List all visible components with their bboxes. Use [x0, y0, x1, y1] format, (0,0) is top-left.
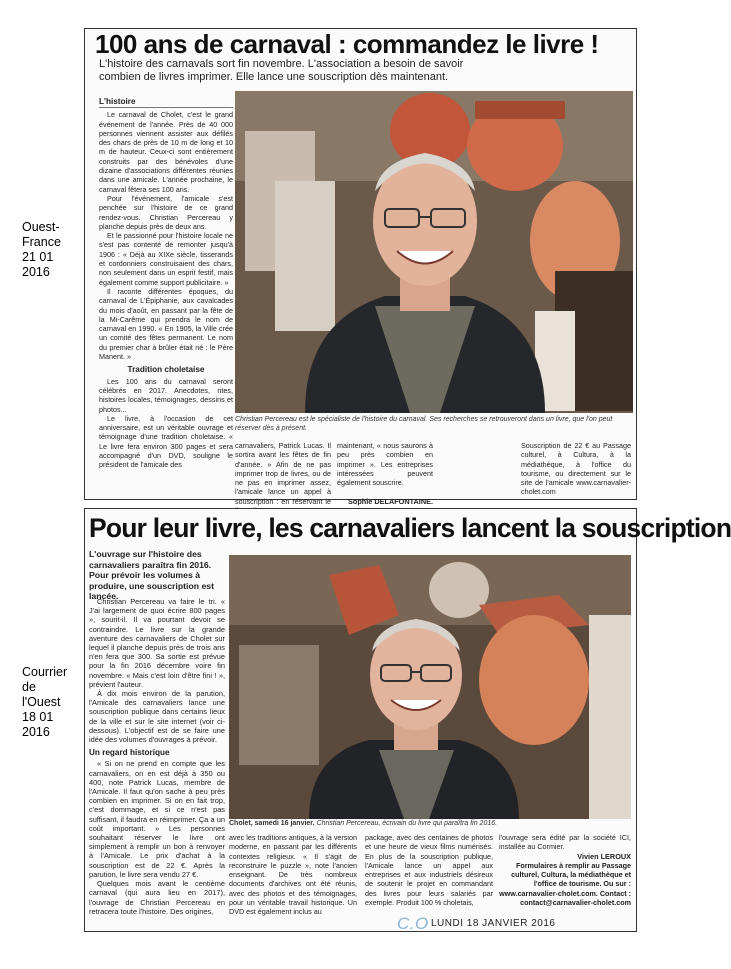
article1-paragraph: Pour l'événement, l'amicale s'est penchée sur l'histoire de ce grand rendez-vous. Christian Percereau y planche depuis près de deux ans. — [99, 193, 233, 231]
article2-column-2 — [229, 833, 357, 917]
article2-column-3 — [365, 833, 493, 909]
article2-paragraph: Christian Percereau va faire le tri. « J'ai largement de quoi écrire 800 pages », sourit-il. Il va pourtant devoir se contraindre. Le livre sur la grande aventure des carnavaliers de Cholet sur lequel il planche depuis près de trois ans n'en fera que 300. Sa sortie est prévue pour la fin 2016 décembre voire fin novembre. « Mais c'est loin d'être fini ! », prévient l'auteur. — [89, 597, 225, 689]
newspaper-logo: C.O — [397, 914, 429, 933]
article1-info-box — [521, 441, 631, 496]
article2-author: Vivien LEROUX — [577, 851, 631, 861]
ouest-france-clipping — [84, 28, 637, 507]
article2-photo — [229, 555, 631, 819]
article2-info-box: Formulaires à remplir au Passage culturel, Cultura, la médiathèque et l'office de tourisme. Ou sur : www.carnavalier-cholet.com. Contact : contact@carnavalier-cholet.com — [499, 860, 631, 908]
courrier-ouest-clipping — [84, 508, 731, 933]
article2-column-4 — [499, 833, 631, 909]
article1-paragraph: carnavaliers, Patrick Lucas. Il sortira avant les fêtes de fin d'année. » Afin de ne pas imprimer trop de livres, ou de ne pas en imprimer assez, l'amicale lance un appel à souscription : en réservant le — [235, 441, 331, 506]
article1-paragraph: maintenant, « nous saurons à peu près combien en imprimer ». Les entreprises intéressées peuvent également souscrire. — [337, 441, 433, 488]
article1-paragraph: Le livre, à l'occasion de cet anniversaire, est un véritable ouvrage et témoignage d'une tradition choletaise. « Le livre fera environ 300 pages et sera accompagné d'un DVD, souligne le président de l'amicale des — [99, 413, 233, 470]
article2-paragraph: Quelques mois avant le centième carnaval (qui aura lieu en 2017), l'ouvrage de Christian Percereau en retracera toute l'histoire. Des origines, — [89, 879, 225, 916]
article1-subhead: Tradition choletaise — [127, 365, 205, 375]
article1-column-3 — [337, 441, 433, 507]
article1-column-1 — [99, 93, 233, 470]
article1-paragraph: Il raconte différentes époques, du carnaval de L'Épiphanie, aux cavalcades du mois d'août, en passant par la fête de la Mi-Carême qui prendra le nom de carnaval en 1990. « En 1905, la Ville crée un comité des fêtes permanent. Le nom du premier char à brûler était né : le Père Manent. » — [99, 286, 233, 362]
article1-photo — [235, 91, 633, 413]
article2-subhead: Un regard historique — [89, 748, 170, 758]
article2-paragraph: avec les traditions antiques, à la version moderne, en passant par les différents contextes religieux. « Il s'agit de reconstruire le puzzle », note l'ancien enseignant. De très nombreux documents d'archives ont été réunis, avec des photos et des témoignages, pour un véritable travail historique. Un DVD est également inclus au — [229, 833, 357, 917]
article2-paragraph: « Si on ne prend en compte que les carnavaliers, on en est déjà à 350 ou 400, note Patrick Lucas, membre de l'Amicale. Il faut qu'on sache à peu près combien en imprimer. Si on en fait trop, c'est dommage, et si ce n'est pas suffisant, il faudra en réimprimer. Ça a un coût important. » Les personnes souhaitant réserver le livre ont simplement à remplir un bon à renvoyer à l'Amicale. Le prix d'achat à la souscription est de 22 €. Après la parution, le livre sera vendu 27 €. — [89, 759, 225, 879]
article1-paragraph: Le carnaval de Cholet, c'est le grand événement de l'année. Près de 40 000 personnes viennent assister aux défilés des chars de près de 10 m de long et 10 m de hauteur. Ceux-ci sont entièrement construits par des bénévoles d'une dizaine d'associations différentes réunies dans une amicale. L'année prochaine, le carnaval fêtera ses 100 ans. — [99, 110, 233, 194]
article1-column-2 — [235, 441, 331, 506]
article2-paragraph: À dix mois environ de la parution, l'Amicale des carnavaliers lance une souscription publique dans certains lieux de la ville et sur le site internet (voir ci-dessous). L'objectif est de se faire une idée des volumes d'ouvrages à prévoir. — [89, 689, 225, 745]
source-label-ouest-france: Ouest- France 21 01 2016 — [22, 220, 61, 279]
carnival-workshop-photo — [235, 91, 633, 413]
article2-photo-caption — [229, 819, 631, 828]
article1-photo-caption: Christian Percereau est le spécialiste de l'histoire du carnaval. Ses recherches se retrouveront dans un livre, que l'on peut réserver dès à présent. — [235, 416, 613, 432]
article1-paragraph: Souscription de 22 € au Passage culturel, à Cultura, à la médiathèque, à l'office du tourisme, ou directement sur le site de l'amicale www.carnavalier-cholet.com — [521, 441, 631, 497]
article2-caption-lead: Cholet, samedi 16 janvier. — [229, 820, 315, 827]
article2-caption-text: Christian Percereau, écrivain du livre qui paraîtra fin 2016. — [314, 820, 498, 827]
article2-paragraph: package, avec des centaines de photos et une heure de vieux films numérisés. En plus de la souscription publique, l'Amicale lance un appel aux entreprises et aux industriels désireux de soutenir le projet en commandant des livres pour leurs salariés par exemple. Produit 100 % choletais, — [365, 833, 493, 908]
source-label-courrier-ouest: Courrier de l'Ouest 18 01 2016 — [22, 665, 68, 739]
article2-date-line: LUNDI 18 JANVIER 2016 — [431, 918, 556, 929]
article1-headline: 100 ans de carnaval : commandez le livre ! — [95, 29, 599, 59]
article1-chapo: L'histoire des carnavals sort fin novembre. L'association a besoin de savoir combien de livres imprimer. Elle lance une souscription dès maintenant. — [99, 58, 464, 83]
carnival-workshop-photo — [229, 555, 631, 819]
article1-paragraph: Les 100 ans du carnaval seront célébrés en 2017. Anecdotes, rites, histoires locales, témoignages, dessins et photos... — [99, 376, 233, 414]
article1-section-label: L'histoire — [99, 97, 233, 108]
article2-paragraph: l'ouvrage sera édité par la société ICI, installée au Cormier. — [499, 833, 631, 852]
article2-column-1 — [89, 597, 225, 927]
article2-headline: Pour leur livre, les carnavaliers lancent la souscription — [89, 513, 731, 543]
article1-author: Sophie DELAFONTAINE. — [348, 497, 433, 507]
article2-chapo: L'ouvrage sur l'histoire des carnavaliers paraîtra fin 2016. Pour prévoir les volumes à produire, une souscription est lancée. — [89, 549, 215, 601]
article1-paragraph: Et le passionné pour l'histoire locale ne s'est pas contenté de remonter jusqu'à 1906 : « Déjà au XIXe siècle, tisserands et cordonniers construisaient des chars, non seulement dans un esprit festif, mais également comme support publicitaire. » — [99, 231, 233, 287]
